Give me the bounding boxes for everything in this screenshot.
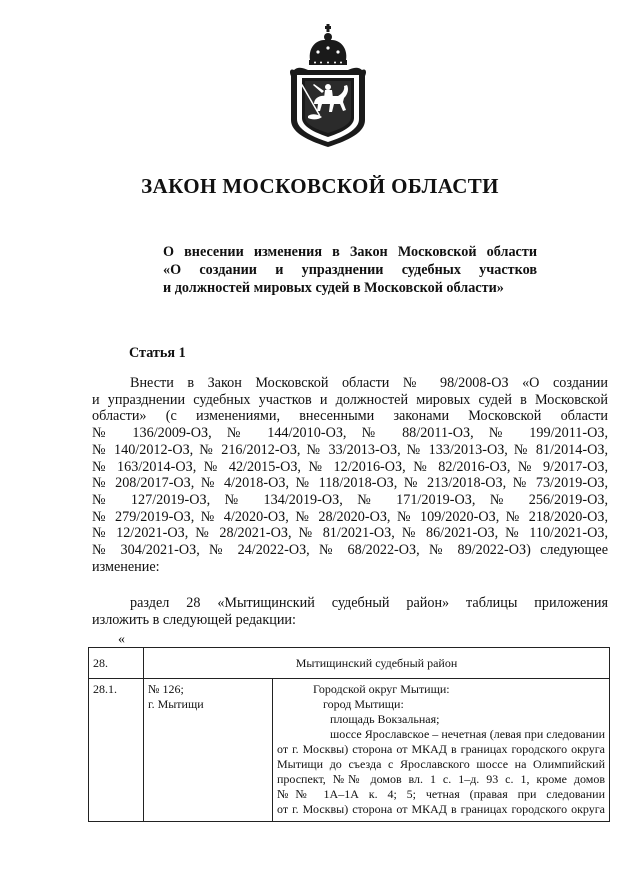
section-line: раздел 28 «Мытищинский судебный район» таблицы приложения — [130, 595, 608, 611]
territory-line: от г. Москвы) сторона от МКАД в границах городского округа — [277, 802, 605, 816]
article-body — [92, 375, 608, 575]
table-row — [89, 679, 610, 822]
coat-of-arms-icon — [288, 24, 368, 148]
body-line: области» (с изменениями, внесенными законами Московской области — [92, 408, 608, 425]
law-title: ЗАКОН МОСКОВСКОЙ ОБЛАСТИ — [141, 174, 499, 198]
law-subtitle — [163, 243, 537, 297]
body-line: № 136/2009-ОЗ, № 144/2010-ОЗ, № 88/2011-ОЗ, № 199/2011-ОЗ, — [92, 425, 608, 442]
territory-line: проспект, №№ домов вл. 1 с. 1–д. 93 с. 1, кроме домов — [277, 772, 605, 786]
body-line: и упразднении судебных участков и должностей мировых судей в Московской — [92, 391, 608, 408]
section-line: изложить в следующей редакции: — [92, 611, 296, 628]
territory-line: Мытищи до съезда с Ярославского шоссе на Олимпийский — [277, 757, 605, 771]
body-line: № 140/2012-ОЗ, № 216/2012-ОЗ, № 33/2013-ОЗ, № 133/2013-ОЗ, № 81/2014-ОЗ, — [92, 441, 608, 458]
districts-table — [88, 647, 610, 822]
body-line: № 163/2014-ОЗ, № 42/2015-ОЗ, № 12/2016-ОЗ, № 82/2016-ОЗ, № 9/2017-ОЗ, — [92, 458, 608, 475]
plot-line: № 126; — [148, 682, 184, 696]
territory-line: №№ 1А–1А к. 4; 5; четная (правая при следовании — [277, 787, 605, 801]
row-number-cell: 28.1. — [89, 679, 144, 822]
subtitle-line: «О создании и упразднении судебных участков — [163, 262, 537, 278]
territory-line: Городской округ Мытищи: — [313, 682, 450, 696]
article-heading: Статья 1 — [129, 345, 186, 361]
territory-cell — [273, 679, 610, 822]
territory-line: от г. Москвы) сторона от МКАД в границах городского округа — [277, 742, 605, 756]
table-row — [89, 648, 610, 679]
territory-line: шоссе Ярославское – нечетная (левая при следовании — [330, 727, 605, 741]
body-line: № 279/2019-ОЗ, № 4/2020-ОЗ, № 28/2020-ОЗ, № 109/2020-ОЗ, № 218/2020-ОЗ, — [92, 508, 608, 525]
body-line: № 304/2021-ОЗ, № 24/2022-ОЗ, № 68/2022-ОЗ, № 89/2022-ОЗ) следующее — [92, 542, 608, 559]
coat-of-arms-emblem — [288, 24, 368, 148]
subtitle-line: О внесении изменения в Закон Московской области — [163, 244, 537, 260]
territory-line: площадь Вокзальная; — [330, 712, 440, 726]
body-line: № 12/2021-ОЗ, № 28/2021-ОЗ, № 81/2021-ОЗ, № 86/2021-ОЗ, № 110/2021-ОЗ, — [92, 525, 608, 542]
plot-line: г. Мытищи — [148, 697, 204, 711]
subtitle-line: и должностей мировых судей в Московской области» — [163, 280, 504, 296]
district-name-cell: Мытищинский судебный район — [144, 648, 610, 679]
body-line: изменение: — [92, 558, 160, 575]
territory-line: город Мытищи: — [323, 697, 404, 711]
section-paragraph — [92, 595, 608, 628]
row-number-cell: 28. — [89, 648, 144, 679]
body-line: Внести в Закон Московской области № 98/2008-ОЗ «О создании — [130, 375, 608, 391]
open-quote: « — [118, 632, 125, 647]
court-plot-cell — [144, 679, 273, 822]
body-line: № 208/2017-ОЗ, № 4/2018-ОЗ, № 118/2018-ОЗ, № 213/2018-ОЗ, № 73/2019-ОЗ, — [92, 475, 608, 492]
body-line: № 127/2019-ОЗ, № 134/2019-ОЗ, № 171/2019-ОЗ, № 256/2019-ОЗ, — [92, 491, 608, 508]
